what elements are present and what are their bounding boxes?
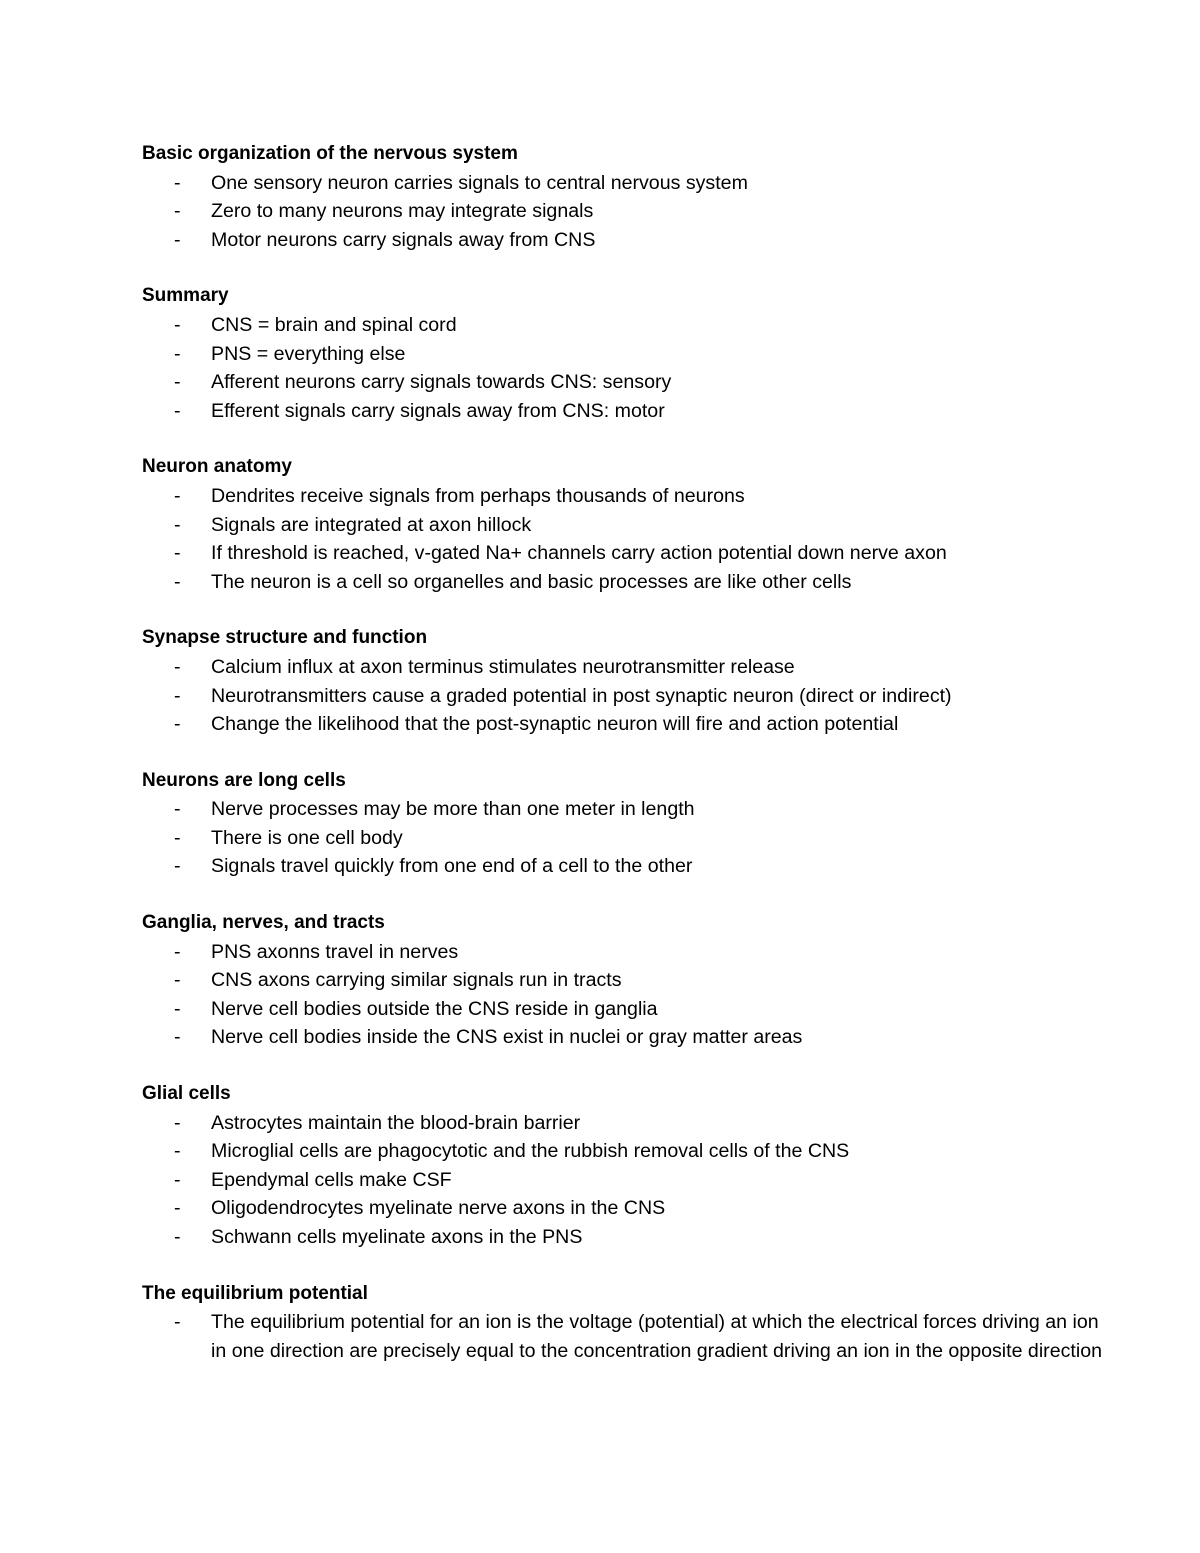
bullet-list bbox=[142, 482, 1102, 596]
dash-bullet-icon: - bbox=[174, 399, 181, 422]
notes-section bbox=[142, 909, 1102, 1052]
bullet-item bbox=[142, 1308, 1102, 1365]
bullet-list bbox=[142, 795, 1102, 881]
bullet-text: Schwann cells myelinate axons in the PNS bbox=[211, 1226, 583, 1248]
bullet-text: Afferent neurons carry signals towards CNS: sensory bbox=[211, 371, 672, 394]
bullet-item bbox=[142, 852, 1102, 881]
bullet-text: PNS = everything else bbox=[211, 342, 406, 365]
bullet-text: Nerve cell bodies inside the CNS exist in nuclei or gray matter areas bbox=[211, 1026, 803, 1049]
bullet-item bbox=[142, 795, 1102, 824]
section-heading: Basic organization of the nervous system bbox=[142, 143, 518, 164]
bullet-item bbox=[142, 1023, 1102, 1052]
dash-bullet-icon: - bbox=[174, 1311, 181, 1334]
bullet-item bbox=[142, 1109, 1102, 1138]
dash-bullet-icon: - bbox=[174, 997, 181, 1020]
bullet-text: Signals are integrated at axon hillock bbox=[211, 513, 532, 536]
bullet-text: Motor neurons carry signals away from CNS bbox=[211, 228, 596, 251]
dash-bullet-icon: - bbox=[174, 655, 181, 678]
bullet-list bbox=[142, 1308, 1102, 1365]
bullet-item bbox=[142, 568, 1102, 597]
section-heading: Neuron anatomy bbox=[142, 456, 292, 478]
bullet-list bbox=[142, 311, 1102, 425]
section-heading: Summary bbox=[142, 285, 229, 307]
bullet-text: Nerve cell bodies outside the CNS reside in ganglia bbox=[211, 997, 658, 1020]
bullet-item bbox=[142, 682, 1102, 711]
dash-bullet-icon: - bbox=[174, 171, 181, 194]
bullet-text: Efferent signals carry signals away from CNS: motor bbox=[211, 399, 665, 422]
section-heading: Synapse structure and function bbox=[142, 627, 428, 649]
bullet-text: One sensory neuron carries signals to central nervous system bbox=[211, 171, 748, 194]
bullet-item bbox=[142, 1166, 1102, 1195]
dash-bullet-icon: - bbox=[174, 940, 181, 963]
bullet-item bbox=[142, 397, 1102, 426]
section-heading: The equilibrium potential bbox=[142, 1282, 368, 1304]
bullet-item bbox=[142, 824, 1102, 853]
bullet-list bbox=[142, 1109, 1102, 1252]
dash-bullet-icon: - bbox=[174, 826, 181, 849]
bullet-item bbox=[142, 511, 1102, 540]
bullet-text: The neuron is a cell so organelles and basic processes are like other cells bbox=[211, 570, 852, 593]
dash-bullet-icon: - bbox=[174, 484, 181, 507]
notes-section bbox=[142, 1080, 1102, 1252]
bullet-item bbox=[142, 1223, 1102, 1252]
notes-section bbox=[142, 453, 1102, 596]
dash-bullet-icon: - bbox=[174, 1197, 181, 1220]
bullet-item bbox=[142, 169, 1102, 198]
dash-bullet-icon: - bbox=[174, 1168, 181, 1191]
bullet-text: There is one cell body bbox=[211, 826, 403, 849]
bullet-item bbox=[142, 710, 1102, 739]
bullet-text: Zero to many neurons may integrate signals bbox=[211, 200, 594, 223]
notes-section bbox=[142, 282, 1102, 425]
bullet-text: CNS axons carrying similar signals run in tracts bbox=[211, 969, 622, 992]
notes-section bbox=[142, 624, 1102, 738]
dash-bullet-icon: - bbox=[174, 798, 181, 821]
dash-bullet-icon: - bbox=[174, 1140, 181, 1163]
bullet-text: PNS axonns travel in nerves bbox=[211, 940, 459, 963]
dash-bullet-icon: - bbox=[174, 542, 181, 565]
dash-bullet-icon: - bbox=[174, 200, 181, 223]
bullet-item bbox=[142, 995, 1102, 1024]
bullet-item bbox=[142, 340, 1102, 369]
bullet-item bbox=[142, 539, 1102, 568]
bullet-item bbox=[142, 482, 1102, 511]
document-page bbox=[142, 140, 1102, 1393]
bullet-text: Ependymal cells make CSF bbox=[211, 1168, 452, 1191]
bullet-item bbox=[142, 226, 1102, 255]
dash-bullet-icon: - bbox=[174, 228, 181, 251]
bullet-item bbox=[142, 311, 1102, 340]
section-heading: Ganglia, nerves, and tracts bbox=[142, 912, 385, 934]
bullet-list bbox=[142, 938, 1102, 1052]
dash-bullet-icon: - bbox=[174, 313, 181, 336]
dash-bullet-icon: - bbox=[174, 713, 181, 736]
bullet-text: Nerve processes may be more than one meter in length bbox=[211, 798, 695, 821]
bullet-text: The equilibrium potential for an ion is the voltage (potential) at which the electrical forces driving an ion in one direction are precisely equal to the concentration gradient driving an ion in the opposite direction bbox=[211, 1311, 1102, 1362]
dash-bullet-icon: - bbox=[174, 1111, 181, 1134]
bullet-text: Astrocytes maintain the blood-brain barrier bbox=[211, 1111, 581, 1134]
bullet-item bbox=[142, 966, 1102, 995]
dash-bullet-icon: - bbox=[174, 855, 181, 878]
bullet-item bbox=[142, 197, 1102, 226]
bullet-text: Dendrites receive signals from perhaps thousands of neurons bbox=[211, 484, 745, 507]
bullet-item bbox=[142, 653, 1102, 682]
bullet-text: Signals travel quickly from one end of a cell to the other bbox=[211, 855, 693, 878]
bullet-list bbox=[142, 169, 1102, 255]
dash-bullet-icon: - bbox=[174, 570, 181, 593]
bullet-text: Change the likelihood that the post-synaptic neuron will fire and action potential bbox=[211, 713, 899, 736]
bullet-text: Neurotransmitters cause a graded potential in post synaptic neuron (direct or indirect) bbox=[211, 684, 952, 707]
notes-section bbox=[142, 767, 1102, 881]
dash-bullet-icon: - bbox=[174, 684, 181, 707]
bullet-item bbox=[142, 1137, 1102, 1166]
bullet-list bbox=[142, 653, 1102, 739]
bullet-item bbox=[142, 938, 1102, 967]
section-heading: Glial cells bbox=[142, 1083, 231, 1105]
bullet-text: Microglial cells are phagocytotic and the rubbish removal cells of the CNS bbox=[211, 1140, 850, 1163]
bullet-text: Oligodendrocytes myelinate nerve axons in the CNS bbox=[211, 1197, 666, 1220]
dash-bullet-icon: - bbox=[174, 513, 181, 536]
notes-section bbox=[142, 140, 1102, 254]
notes-section bbox=[142, 1280, 1102, 1366]
bullet-item bbox=[142, 368, 1102, 397]
bullet-item bbox=[142, 1194, 1102, 1223]
section-heading: Neurons are long cells bbox=[142, 769, 346, 791]
bullet-text: If threshold is reached, v-gated Na+ channels carry action potential down nerve axon bbox=[211, 542, 947, 565]
dash-bullet-icon: - bbox=[174, 371, 181, 394]
bullet-text: Calcium influx at axon terminus stimulates neurotransmitter release bbox=[211, 655, 795, 678]
dash-bullet-icon: - bbox=[174, 342, 181, 365]
bullet-text: CNS = brain and spinal cord bbox=[211, 313, 457, 336]
dash-bullet-icon: - bbox=[174, 969, 181, 992]
dash-bullet-icon: - bbox=[174, 1226, 181, 1248]
dash-bullet-icon: - bbox=[174, 1026, 181, 1049]
